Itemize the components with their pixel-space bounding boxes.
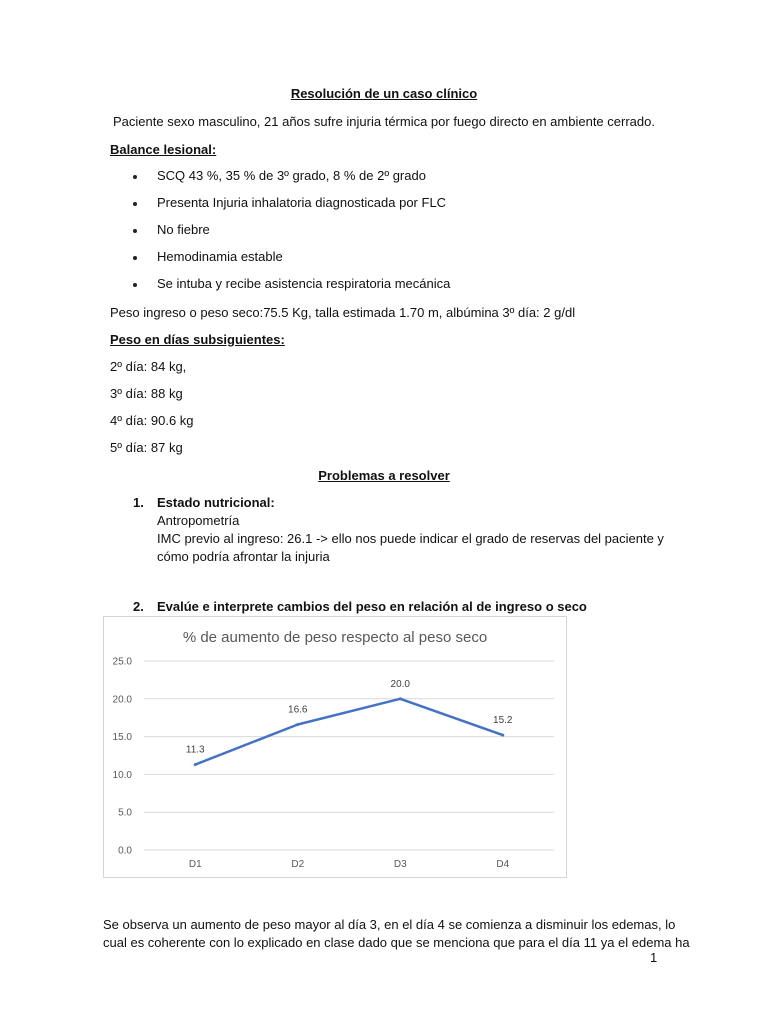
bullet-icon (133, 229, 137, 233)
day-weight: 2º día: 84 kg, (110, 359, 187, 374)
y-tick-label: 20.0 (112, 694, 132, 706)
conclusion-text: cual es coherente con lo explicado en clase dado que se menciona que para el día 11 ya el edema ha (103, 935, 690, 950)
intro-paragraph: Paciente sexo masculino, 21 años sufre injuria térmica por fuego directo en ambiente cerrado. (113, 114, 655, 129)
problem-text: IMC previo al ingreso: 26.1 -> ello nos puede indicar el grado de reservas del paciente y (157, 531, 664, 546)
weight-line: Peso ingreso o peso seco:75.5 Kg, talla estimada 1.70 m, albúmina 3º día: 2 g/dl (110, 305, 576, 320)
x-tick-label: D3 (393, 859, 407, 870)
problem-text: Antropometría (157, 513, 240, 528)
problem-number: 1. (133, 495, 144, 510)
y-tick-label: 5.0 (118, 807, 132, 819)
y-tick-label: 25.0 (112, 656, 132, 668)
weight-change-chart (103, 616, 567, 878)
problem-title: Estado nutricional: (157, 495, 275, 510)
y-tick-label: 0.0 (118, 845, 132, 857)
problems-heading: Problemas a resolver (318, 468, 450, 483)
data-point (194, 763, 197, 766)
problem-text: cómo podría afrontar la injuria (157, 549, 330, 564)
data-label: 11.3 (185, 744, 205, 756)
list-item: Hemodinamia estable (157, 249, 283, 264)
list-item: Presenta Injuria inhalatoria diagnosticada por FLC (157, 195, 447, 210)
data-label: 15.2 (493, 715, 513, 727)
bullet-icon (133, 202, 137, 206)
document-title: Resolución de un caso clínico (290, 86, 478, 101)
list-item: SCQ 43 %, 35 % de 3º grado, 8 % de 2º grado (157, 168, 426, 183)
problem-number: 2. (133, 599, 144, 614)
x-tick-label: D2 (291, 859, 305, 870)
bullet-icon (133, 175, 137, 179)
bullet-icon (133, 283, 137, 287)
balance-heading: Balance lesional: (110, 142, 217, 157)
chart-canvas (104, 617, 566, 877)
day-weight: 3º día: 88 kg (110, 386, 183, 401)
bullet-icon (133, 256, 137, 260)
problem-title: Evalúe e interprete cambios del peso en relación al de ingreso o seco (157, 599, 587, 614)
day-weight: 4º día: 90.6 kg (110, 413, 194, 428)
conclusion-text: Se observa un aumento de peso mayor al día 3, en el día 4 se comienza a disminuir los edemas, lo (103, 917, 676, 932)
y-tick-label: 15.0 (112, 732, 132, 744)
data-point (296, 723, 299, 726)
x-tick-label: D1 (188, 859, 202, 870)
series-line (195, 699, 503, 765)
data-label: 16.6 (288, 704, 308, 716)
chart-title: % de aumento de peso respecto al peso seco (182, 629, 488, 646)
x-tick-label: D4 (496, 859, 510, 870)
data-point (399, 697, 402, 700)
list-item: Se intuba y recibe asistencia respiratoria mecánica (157, 276, 451, 291)
list-item: No fiebre (157, 222, 210, 237)
data-point (501, 734, 504, 737)
y-tick-label: 10.0 (112, 769, 132, 781)
days-heading: Peso en días subsiguientes: (110, 332, 285, 347)
page-number: 1 (650, 950, 658, 965)
day-weight: 5º día: 87 kg (110, 440, 183, 455)
data-label: 20.0 (390, 678, 410, 690)
